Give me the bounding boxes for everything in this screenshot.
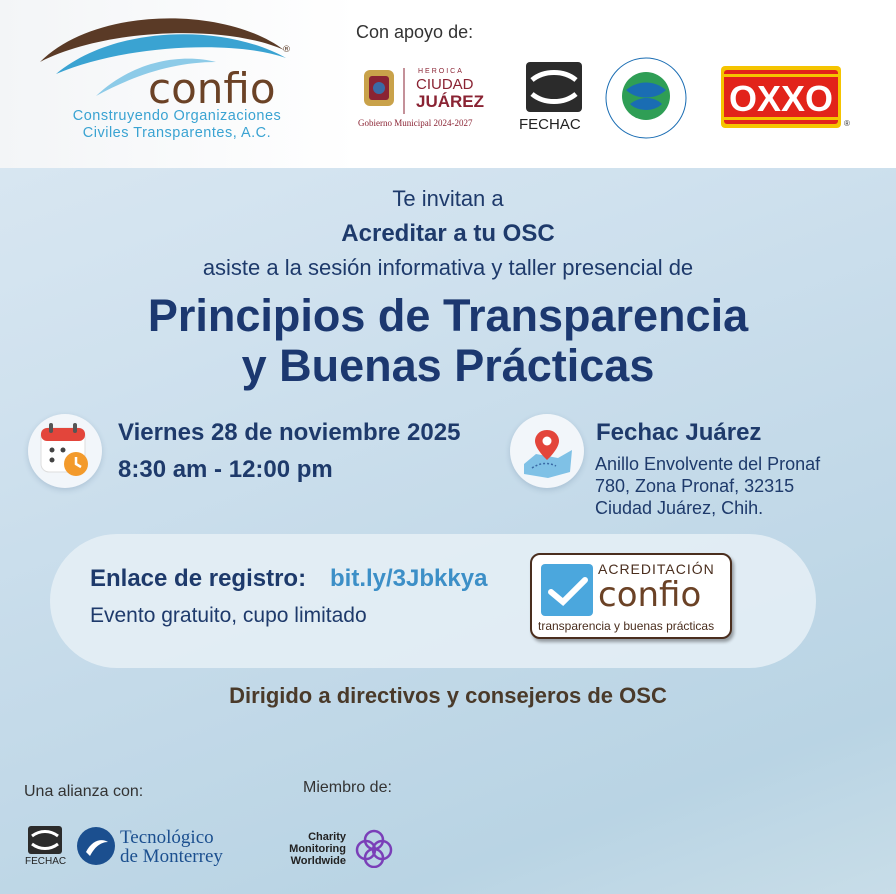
juarez-gobierno: Gobierno Municipal 2024-2027	[358, 118, 473, 128]
charity-monitoring-name	[280, 831, 346, 867]
audience-text: Dirigido a directivos y consejeros de OSC	[229, 683, 667, 708]
svg-text:OXXO: OXXO	[728, 78, 834, 119]
cmw-line1: Charity	[308, 831, 346, 843]
acreditacion-subtitle: transparencia y buenas prácticas	[538, 619, 715, 633]
acreditacion-check-icon	[541, 564, 593, 616]
confio-brand-text: confio	[148, 64, 276, 113]
juarez-name: JUÁREZ	[416, 92, 485, 111]
fundacion-rosario-campos-logo-icon	[604, 56, 688, 140]
juarez-ciudad: CIUDAD	[416, 76, 474, 93]
juarez-heroica: HEROICA	[418, 68, 464, 75]
tecnologico-monterrey-logo-icon	[76, 826, 116, 866]
map-icon-circle	[510, 414, 584, 488]
calendar-icon-circle	[28, 414, 102, 488]
venue-address: Anillo Envolvente del Pronaf 780, Zona Pronaf, 32315 Ciudad Juárez, Chih.	[595, 454, 821, 518]
cmw-line3: Worldwide	[290, 855, 346, 867]
tec-line2: de Monterrey	[120, 846, 223, 867]
alliance-label: Una alianza con:	[24, 783, 144, 800]
invite-intro: Te invitan a	[392, 186, 504, 211]
oxxo-logo-icon	[720, 66, 852, 128]
acreditacion-title: ACREDITACIÓN	[598, 561, 715, 577]
event-title-line2: y Buenas Prácticas	[241, 340, 655, 391]
tec-line1: Tecnológico	[120, 827, 214, 848]
charity-monitoring-logo-icon	[354, 828, 394, 868]
acreditacion-confio-badge	[530, 553, 732, 639]
confio-subtitle-line1: Construyendo Organizaciones	[72, 108, 282, 124]
event-time: 8:30 am - 12:00 pm	[118, 456, 333, 483]
confio-subtitle-line2: Civiles Transparentes, A.C.	[82, 125, 272, 141]
tecnologico-monterrey-name	[120, 828, 223, 866]
venue-name: Fechac Juárez	[596, 419, 762, 446]
confio-subtitle	[52, 108, 302, 142]
fechac-footer-label: FECHAC	[25, 856, 67, 867]
fechac-label: FECHAC	[519, 116, 581, 133]
registration-link[interactable]: bit.ly/3Jbkkya	[330, 565, 488, 592]
svg-text:®: ®	[282, 45, 291, 55]
registration-note: Evento gratuito, cupo limitado	[90, 604, 367, 627]
event-title-line1: Principios de Transparencia	[147, 290, 749, 341]
event-date: Viernes 28 de noviembre 2025	[118, 419, 461, 446]
acreditacion-brand: confio	[598, 575, 702, 615]
invite-headline: Acreditar a tu OSC	[341, 220, 555, 247]
member-label: Miembro de:	[303, 779, 392, 796]
cmw-line2: Monitoring	[289, 843, 346, 855]
map-pin-icon	[510, 414, 584, 488]
registration-label: Enlace de registro:	[90, 565, 307, 592]
svg-text:®: ®	[844, 119, 850, 128]
invite-description: asiste a la sesión informativa y taller presencial de	[202, 255, 694, 280]
calendar-icon	[28, 414, 102, 488]
support-label: Con apoyo de:	[356, 22, 474, 42]
